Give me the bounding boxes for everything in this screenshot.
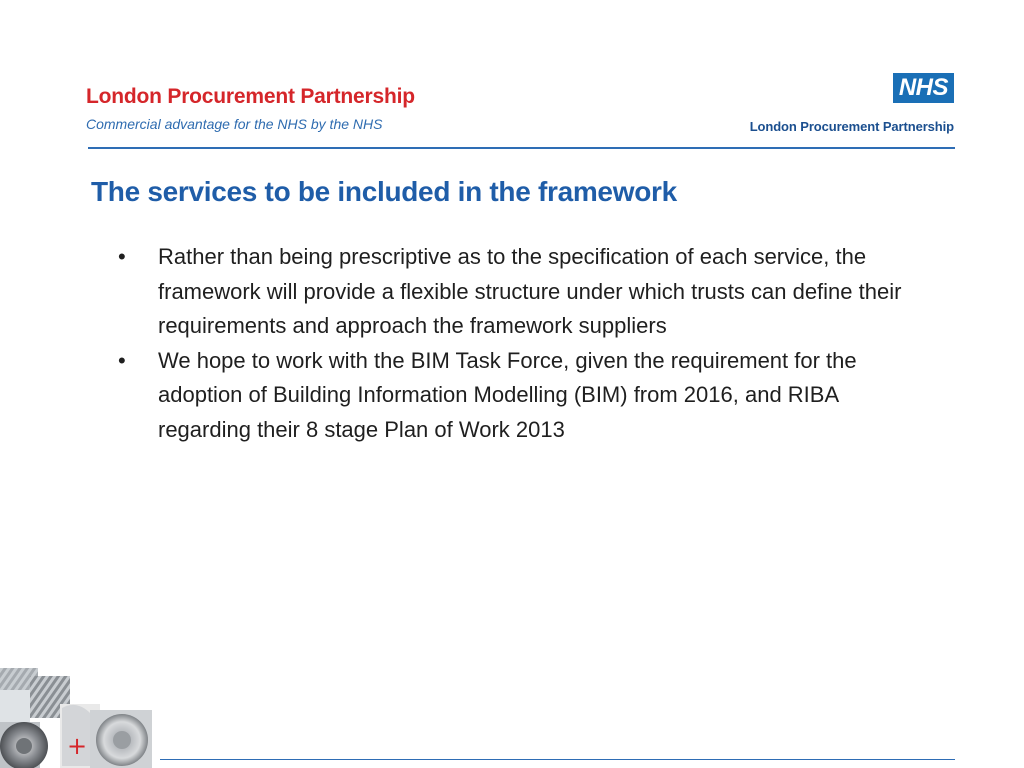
bullet-icon: • bbox=[118, 347, 126, 373]
svg-text:+: + bbox=[67, 732, 88, 760]
org-tagline: Commercial advantage for the NHS by the NHS bbox=[86, 116, 383, 132]
photo-collage-art bbox=[0, 668, 160, 768]
nhs-org-name: London Procurement Partnership bbox=[749, 119, 954, 134]
bullet-text: We hope to work with the BIM Task Force, given the requirement for the adoption of Building Information Modelling (BIM) from 2016, and RIBA regarding their 8 stage Plan of Work 2013 bbox=[158, 347, 857, 442]
bullet-list bbox=[118, 240, 918, 447]
bullet-item bbox=[118, 240, 918, 344]
footer-divider bbox=[160, 759, 955, 760]
slide-title: The services to be included in the framework bbox=[91, 176, 677, 207]
lpp-brand bbox=[86, 84, 415, 134]
header-divider bbox=[88, 147, 955, 149]
bullet-icon: • bbox=[118, 244, 126, 269]
nhs-logo: NHS bbox=[893, 73, 954, 103]
nhs-brand bbox=[750, 73, 954, 135]
org-name: London Procurement Partnership bbox=[86, 85, 415, 108]
photo-collage-icon bbox=[0, 668, 160, 768]
bullet-item bbox=[118, 344, 918, 448]
bullet-text: Rather than being prescriptive as to the specification of each service, the framework will provide a flexible structure under which trusts can define their requirements and approach the framework suppliers bbox=[158, 244, 902, 338]
